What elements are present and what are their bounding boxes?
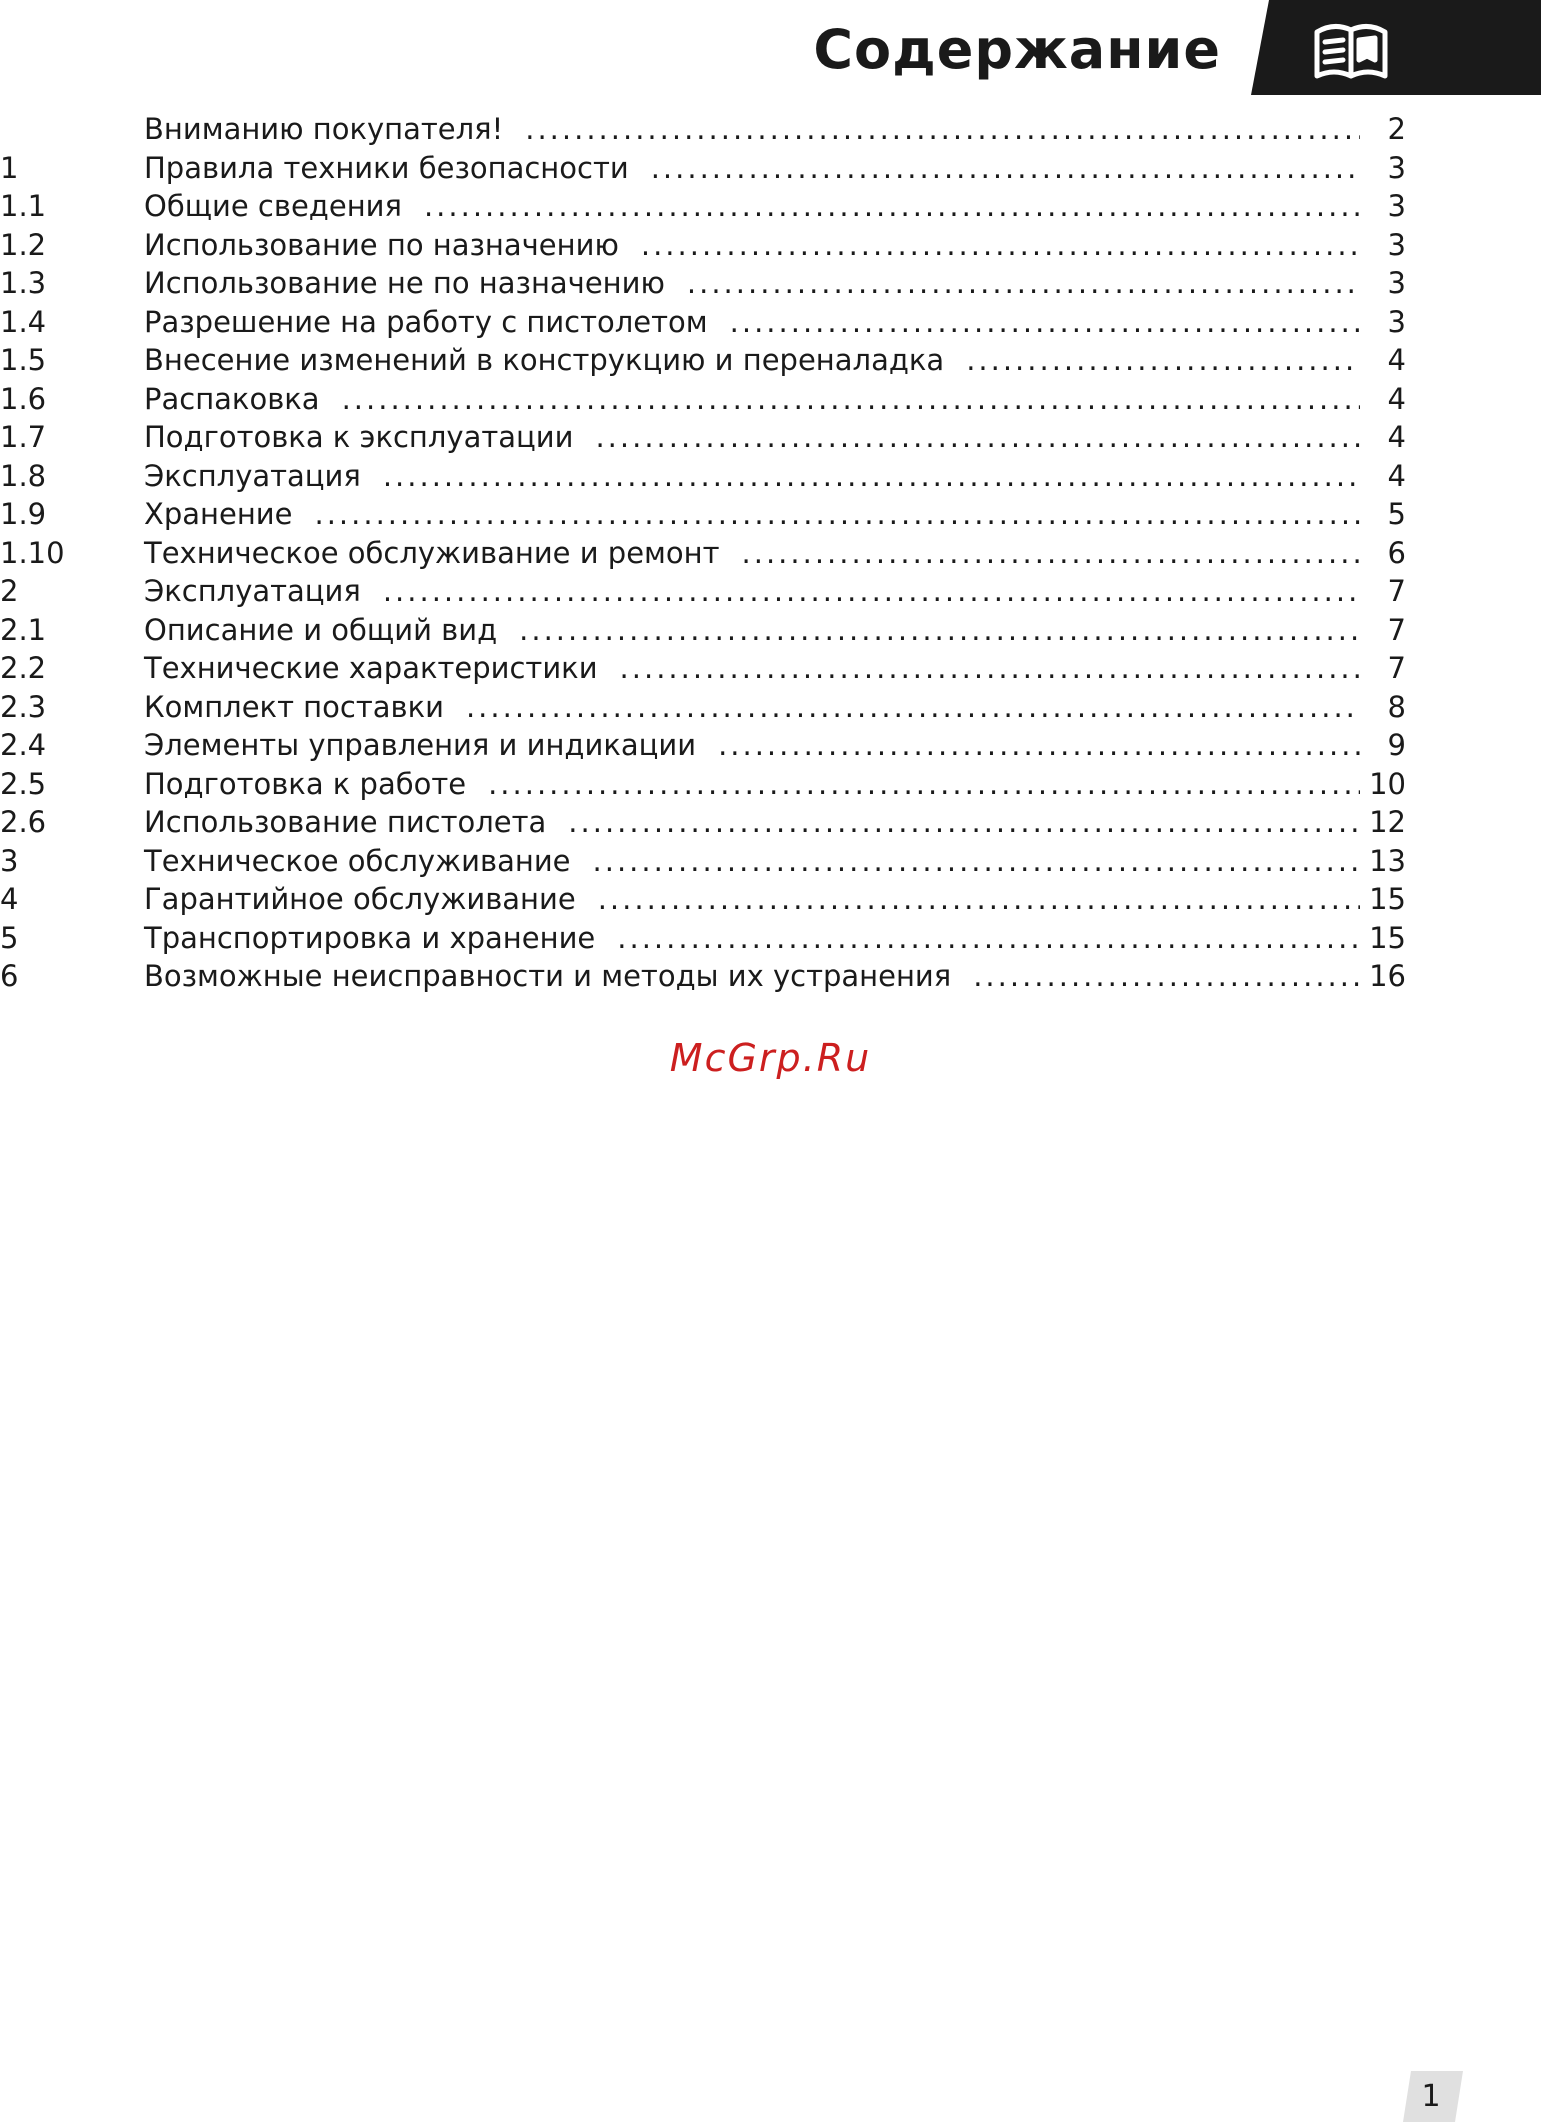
toc-dot-leader: [466, 688, 1360, 727]
toc-entry-page: 4: [1387, 343, 1406, 377]
table-of-contents: [0, 110, 1406, 996]
toc-entry-title: Элементы управления и индикации: [144, 728, 697, 762]
toc-entry[interactable]: [0, 803, 1406, 842]
toc-dot-leader: [488, 765, 1360, 804]
toc-entry-number: 2.4: [0, 728, 47, 762]
toc-entry-title: Описание и общий вид: [144, 612, 498, 647]
toc-entry-page: 13: [1369, 843, 1406, 878]
toc-entry-page: 3: [1387, 227, 1406, 262]
toc-entry-number: 2.6: [0, 805, 47, 839]
toc-entry[interactable]: [0, 726, 1406, 765]
toc-entry-title: Правила техники безопасности: [144, 150, 629, 185]
toc-entry-page: 5: [1387, 497, 1406, 531]
toc-entry-page: 7: [1387, 574, 1406, 608]
toc-entry-title: Транспортировка и хранение: [144, 920, 596, 955]
toc-entry-title: Техническое обслуживание: [144, 843, 571, 878]
toc-entry-page: 4: [1387, 420, 1406, 454]
toc-dot-leader: [598, 880, 1360, 919]
toc-entry-number: 1.9: [0, 497, 47, 531]
toc-entry-number: 1.5: [0, 343, 47, 377]
toc-dot-leader: [730, 303, 1360, 342]
toc-dot-leader: [342, 380, 1360, 419]
toc-entry[interactable]: [0, 534, 1406, 573]
toc-entry-page: 15: [1369, 920, 1406, 955]
toc-entry-page: 3: [1387, 150, 1406, 185]
toc-entry[interactable]: [0, 649, 1406, 688]
toc-dot-leader: [973, 957, 1360, 996]
toc-entry[interactable]: [0, 688, 1406, 727]
toc-entry[interactable]: [0, 110, 1406, 149]
toc-entry[interactable]: [0, 418, 1406, 457]
toc-entry-number: 5: [0, 920, 19, 955]
toc-entry-page: 3: [1387, 266, 1406, 300]
toc-entry-number: 1.4: [0, 304, 47, 339]
toc-entry-number: 1.3: [0, 266, 47, 300]
toc-entry-title: Эксплуатация: [144, 574, 361, 608]
toc-entry[interactable]: [0, 495, 1406, 534]
toc-entry[interactable]: [0, 457, 1406, 496]
toc-entry-title: Использование по назначению: [144, 227, 619, 262]
toc-entry-number: 3: [0, 843, 19, 878]
toc-entry-number: 2.3: [0, 689, 47, 724]
toc-dot-leader: [617, 919, 1360, 958]
toc-entry-number: 1.7: [0, 420, 47, 454]
toc-entry[interactable]: [0, 226, 1406, 265]
toc-dot-leader: [595, 418, 1360, 457]
toc-entry-title: Возможные неисправности и методы их устранения: [144, 959, 952, 993]
toc-entry-number: 1.8: [0, 458, 47, 493]
toc-entry-page: 3: [1387, 304, 1406, 339]
toc-dot-leader: [525, 110, 1360, 149]
toc-entry-title: Использование пистолета: [144, 805, 547, 839]
toc-entry[interactable]: [0, 842, 1406, 881]
toc-dot-leader: [718, 726, 1360, 765]
toc-entry-title: Распаковка: [144, 381, 320, 416]
toc-dot-leader: [315, 495, 1361, 534]
toc-dot-leader: [651, 149, 1360, 188]
toc-entry-number: 6: [0, 959, 19, 993]
toc-entry-page: 10: [1369, 766, 1406, 801]
toc-entry[interactable]: [0, 264, 1406, 303]
toc-entry-number: 1.1: [0, 189, 47, 223]
toc-entry-title: Технические характеристики: [144, 651, 598, 685]
toc-entry-number: 1.10: [0, 535, 65, 570]
toc-entry[interactable]: [0, 341, 1406, 380]
toc-dot-leader: [519, 611, 1360, 650]
toc-dot-leader: [593, 842, 1360, 881]
toc-entry-page: 8: [1387, 689, 1406, 724]
page-title: Содержание: [813, 18, 1221, 81]
toc-entry-number: 2.5: [0, 766, 47, 801]
toc-dot-leader: [966, 341, 1360, 380]
toc-entry-page: 4: [1387, 458, 1406, 493]
toc-dot-leader: [620, 649, 1360, 688]
toc-entry-page: 6: [1387, 535, 1406, 570]
toc-entry-title: Разрешение на работу с пистолетом: [144, 304, 708, 339]
toc-entry[interactable]: [0, 303, 1406, 342]
toc-entry[interactable]: [0, 149, 1406, 188]
toc-entry-page: 7: [1387, 612, 1406, 647]
toc-entry-title: Внесение изменений в конструкцию и переналадка: [144, 343, 945, 377]
toc-entry-page: 7: [1387, 651, 1406, 685]
page-number: 1: [1421, 2079, 1441, 2114]
toc-entry-page: 12: [1369, 805, 1406, 839]
toc-entry-page: 9: [1387, 728, 1406, 762]
toc-entry-page: 16: [1369, 959, 1406, 993]
toc-dot-leader: [383, 572, 1360, 611]
toc-entry-title: Техническое обслуживание и ремонт: [144, 535, 720, 570]
toc-entry-number: 2: [0, 574, 19, 608]
toc-dot-leader: [424, 187, 1360, 226]
toc-entry-title: Эксплуатация: [144, 458, 361, 493]
watermark: McGrp.Ru: [669, 1036, 872, 1080]
toc-entry[interactable]: [0, 765, 1406, 804]
toc-entry-page: 4: [1387, 381, 1406, 416]
toc-entry-title: Вниманию покупателя!: [144, 112, 504, 146]
toc-entry-page: 15: [1369, 882, 1406, 916]
toc-dot-leader: [742, 534, 1360, 573]
toc-entry[interactable]: [0, 880, 1406, 919]
toc-entry-number: 1.2: [0, 227, 47, 262]
toc-entry-title: Общие сведения: [144, 189, 402, 223]
toc-entry-page: 3: [1387, 189, 1406, 223]
toc-entry-title: Использование не по назначению: [144, 266, 665, 300]
toc-entry[interactable]: [0, 957, 1406, 996]
toc-entry-number: 2.1: [0, 612, 47, 647]
toc-entry-number: 2.2: [0, 651, 47, 685]
toc-entry-title: Подготовка к работе: [144, 766, 467, 801]
toc-entry-number: 4: [0, 882, 19, 916]
toc-entry-number: 1.6: [0, 381, 47, 416]
toc-entry-number: 1: [0, 150, 19, 185]
toc-entry[interactable]: [0, 187, 1406, 226]
toc-dot-leader: [568, 803, 1360, 842]
toc-entry-title: Гарантийное обслуживание: [144, 882, 576, 916]
toc-dot-leader: [687, 264, 1360, 303]
header-tab: [1251, 0, 1541, 95]
toc-entry-title: Комплект поставки: [144, 689, 444, 724]
toc-entry[interactable]: [0, 572, 1406, 611]
toc-entry[interactable]: [0, 611, 1406, 650]
toc-entry[interactable]: [0, 380, 1406, 419]
page-number-badge: [1403, 2071, 1463, 2122]
toc-entry[interactable]: [0, 919, 1406, 958]
toc-dot-leader: [641, 226, 1360, 265]
toc-entry-title: Подготовка к эксплуатации: [144, 420, 574, 454]
toc-entry-page: 2: [1387, 112, 1406, 146]
toc-dot-leader: [383, 457, 1360, 496]
toc-entry-title: Хранение: [144, 497, 293, 531]
